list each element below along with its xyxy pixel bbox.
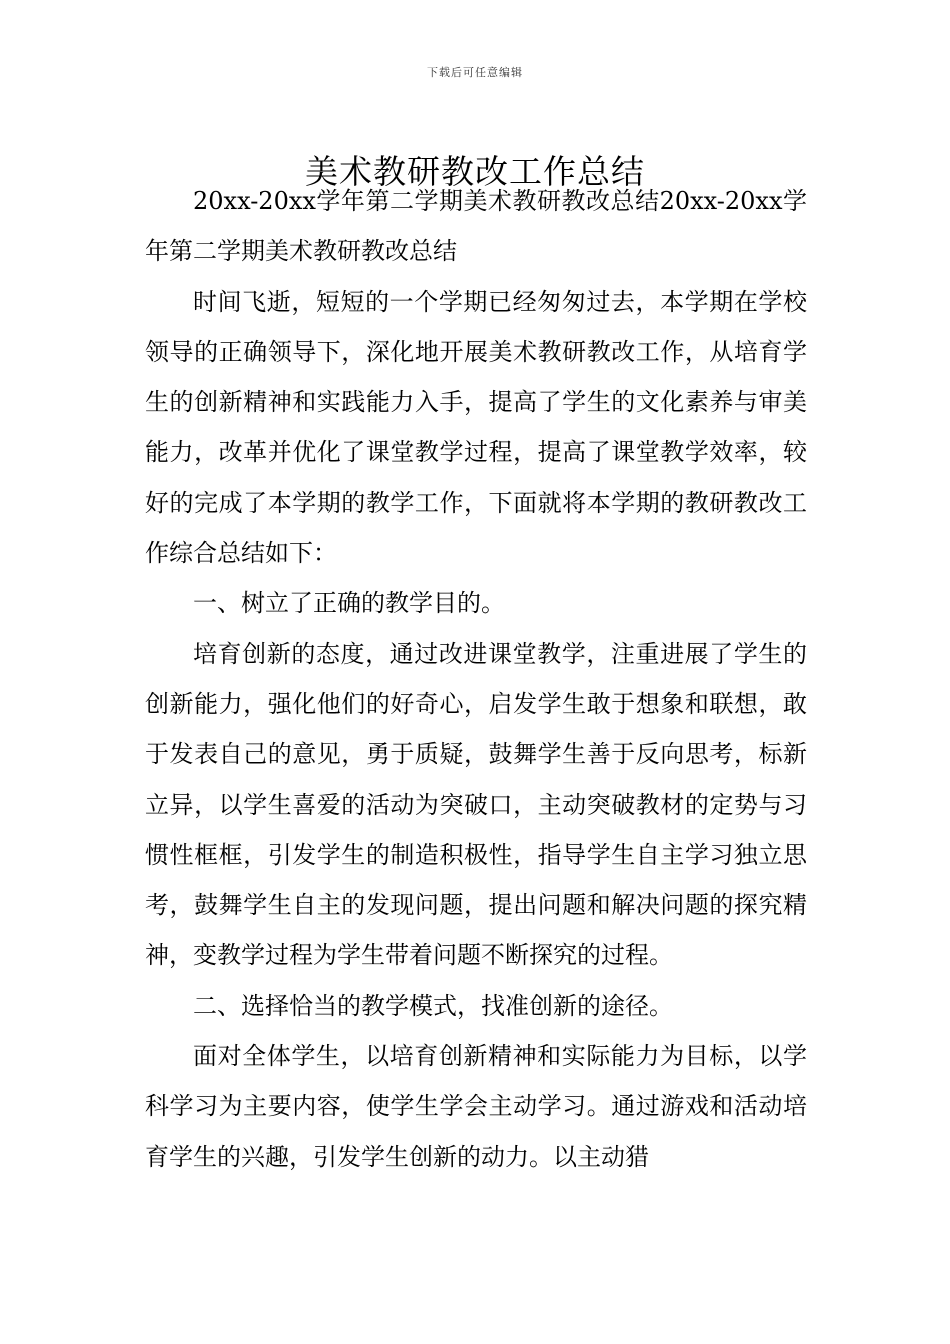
document-body	[145, 176, 807, 1182]
paragraph-section-1: 培育创新的态度，通过改进课堂教学，注重进展了学生的创新能力，强化他们的好奇心，启发学生敢于想象和联想，敢于发表自己的意见，勇于质疑，鼓舞学生善于反向思考，标新立异，以学生喜爱的活动为突破口，主动突破教材的定势与习惯性框框，引发学生的制造积极性，指导学生自主学习独立思考，鼓舞学生自主的发现问题，提出问题和解决问题的探究精神，变教学过程为学生带着问题不断探究的过程。	[145, 639, 807, 970]
paragraph-section-2: 面对全体学生，以培育创新精神和实际能力为目标，以学科学习为主要内容，使学生学会主动学习。通过游戏和活动培育学生的兴趣，引发学生创新的动力。以主动猎	[145, 1042, 807, 1171]
paragraph-intro: 时间飞逝，短短的一个学期已经匆匆过去，本学期在学校领导的正确领导下，深化地开展美术教研教改工作，从培育学生的创新精神和实践能力入手，提高了学生的文化素养与审美能力，改革并优化了课堂教学过程，提高了课堂教学效率，较好的完成了本学期的教学工作，下面就将本学期的教研教改工作综合总结如下：	[145, 287, 807, 568]
page-header-note: 下载后可任意编辑	[427, 66, 523, 79]
paragraph-subtitle: 20xx-20xx学年第二学期美术教研教改总结20xx-20xx学年第二学期美术教研教改总结	[145, 187, 807, 266]
document-title: 美术教研教改工作总结	[305, 152, 645, 192]
section-heading-2: 二、选择恰当的教学模式，找准创新的途径。	[193, 991, 673, 1020]
section-heading-1: 一、树立了正确的教学目的。	[193, 589, 505, 618]
